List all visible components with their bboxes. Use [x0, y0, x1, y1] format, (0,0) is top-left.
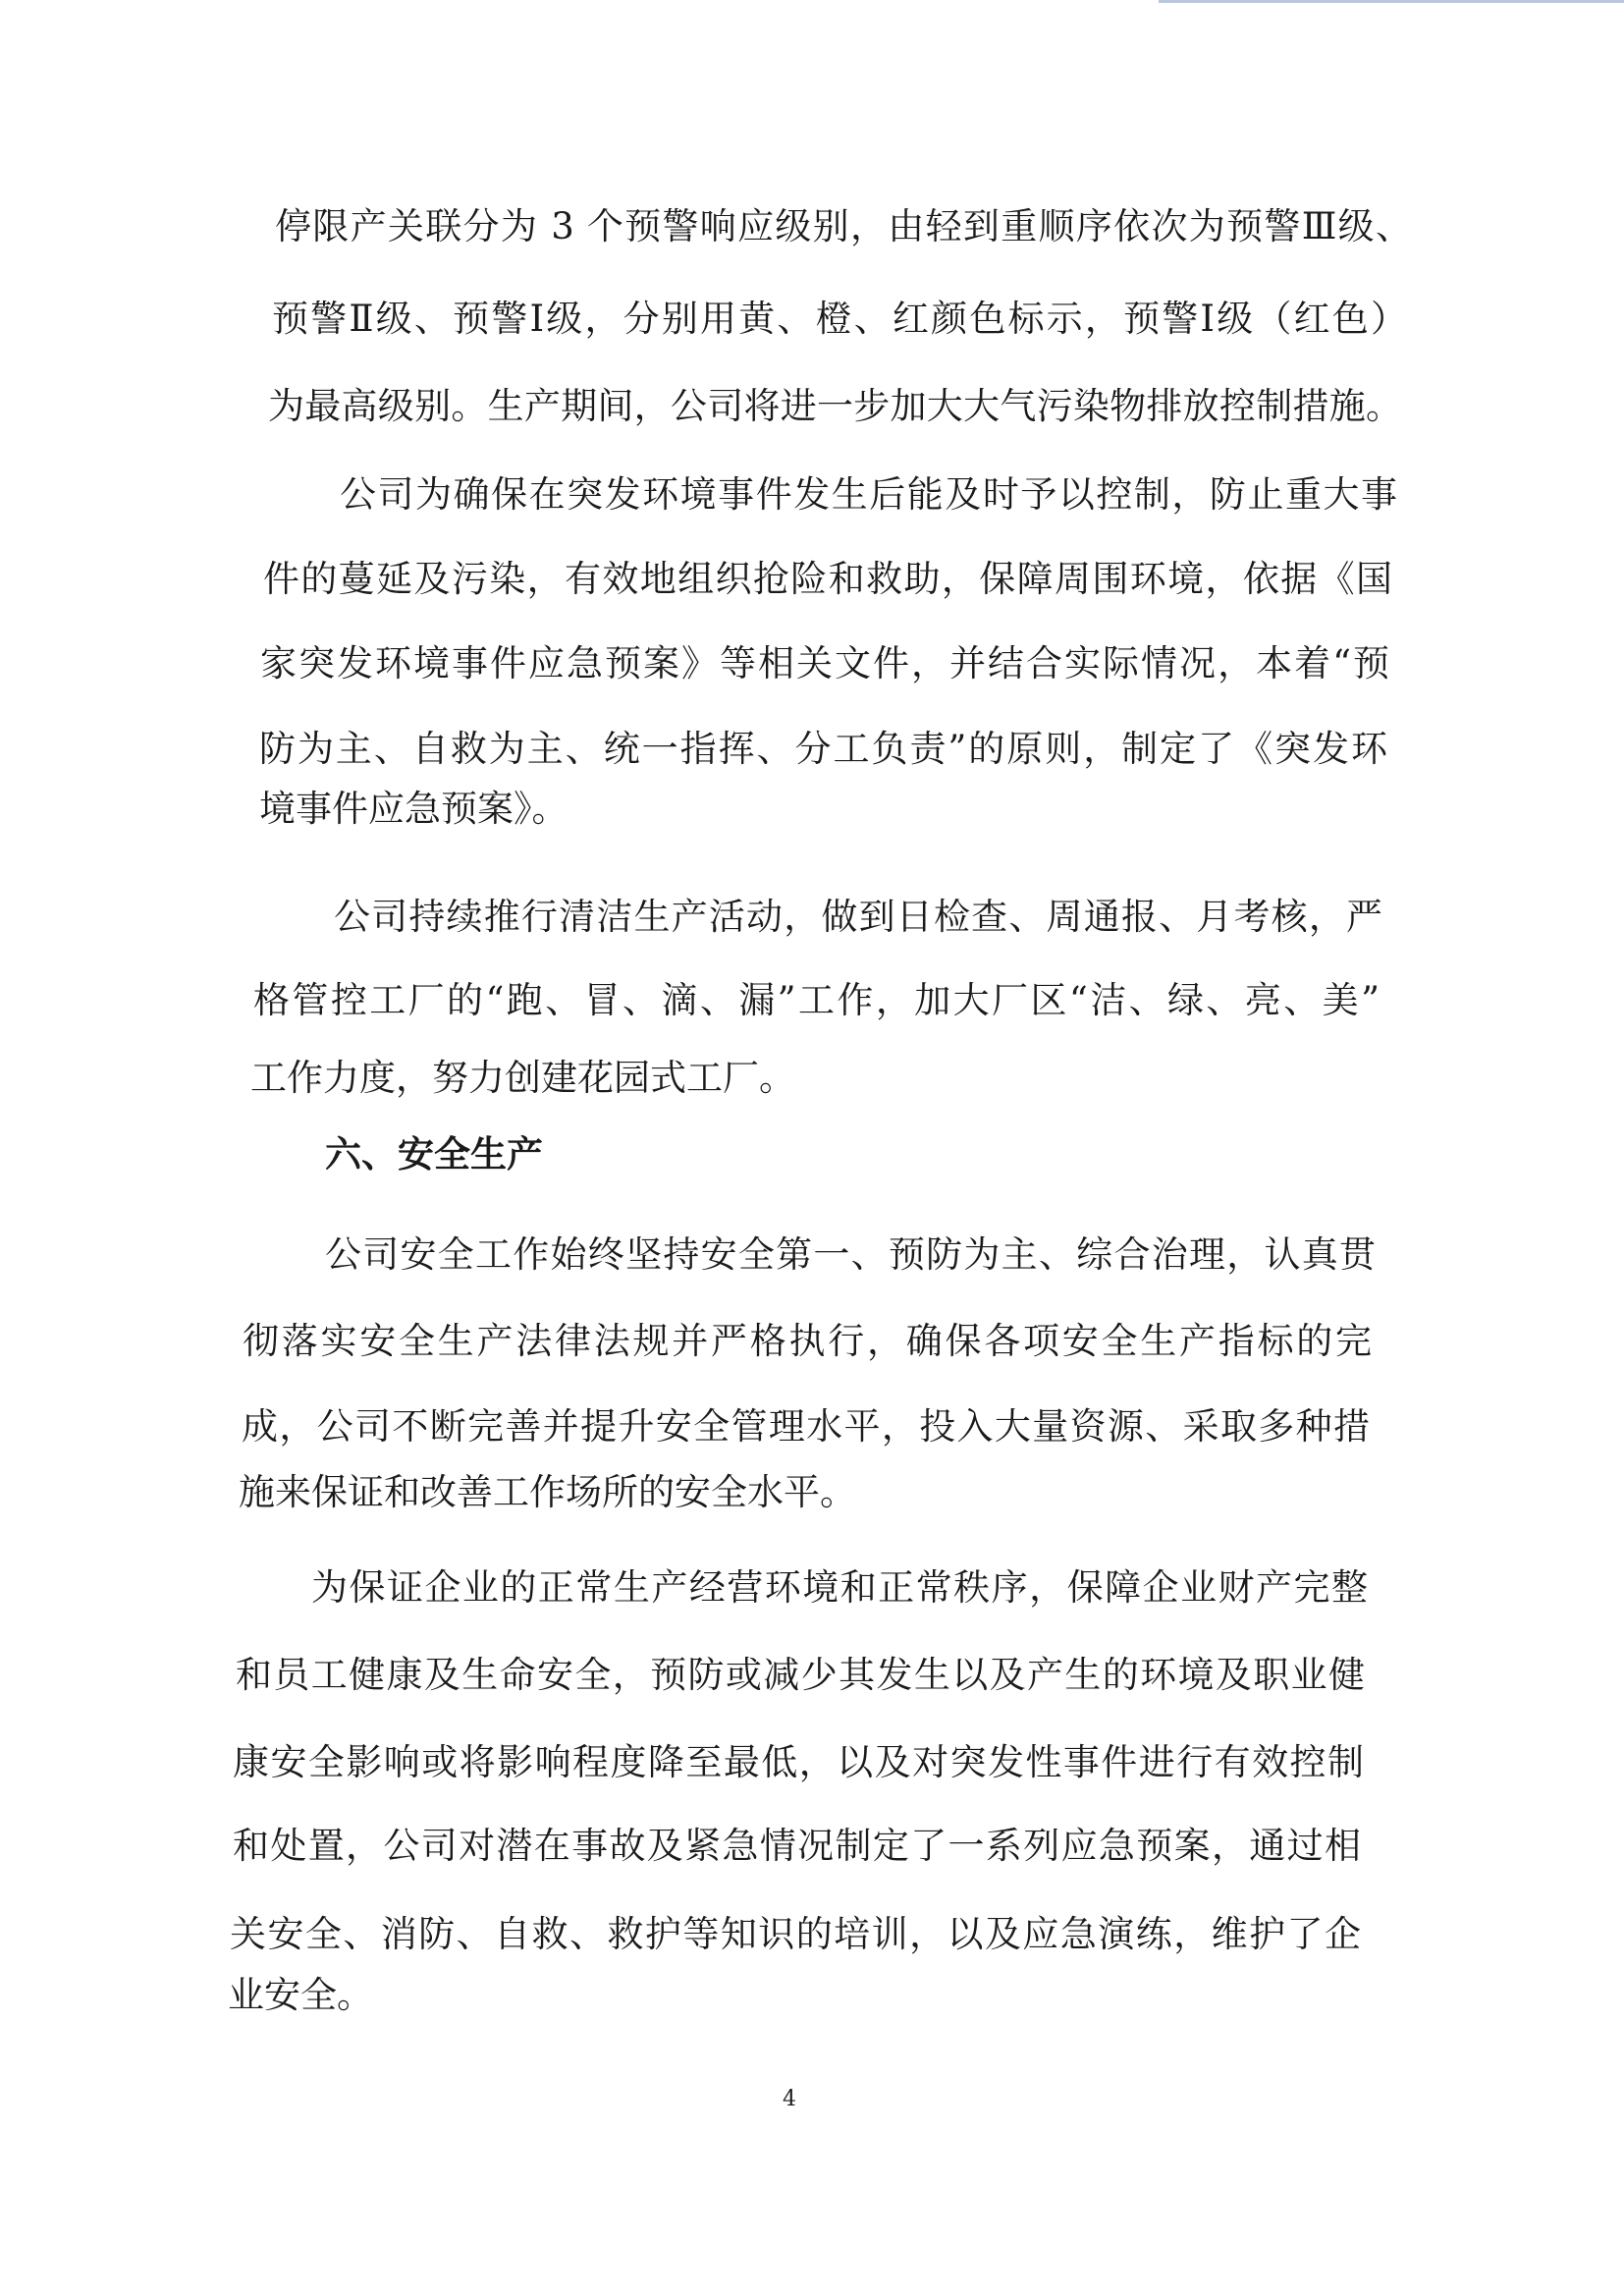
- text-line: 防为主、自救为主、统一指挥、分工负责”的原则，制定了《突发环: [259, 728, 1387, 770]
- text-line: 预警Ⅱ级、预警Ⅰ级，分别用黄、橙、红颜色标示，预警Ⅰ级（红色）: [272, 298, 1407, 340]
- page-number: 4: [783, 2087, 796, 2111]
- text-line: 件的蔓延及污染，有效地组织抢险和救助，保障周围环境，依据《国: [263, 558, 1392, 600]
- section-heading: 六、安全生产: [325, 1133, 543, 1175]
- text-line: 业安全。: [228, 1974, 373, 2016]
- text-line: 公司为确保在突发环境事件发生后能及时予以控制，防止重大事: [340, 473, 1397, 516]
- text-line: 和处置，公司对潜在事故及紧急情况制定了一系列应急预案，通过相: [233, 1825, 1361, 1867]
- text-line: 施来保证和改善工作场所的安全水平。: [239, 1471, 856, 1513]
- text-line: 工作力度，努力创建花园式工厂。: [250, 1057, 795, 1099]
- text-line: 公司安全工作始终坚持安全第一、预防为主、综合治理，认真贯: [325, 1233, 1376, 1276]
- text-line: 公司持续推行清洁生产活动，做到日检查、周通报、月考核，严: [334, 896, 1382, 938]
- text-line: 为最高级别。生产期间，公司将进一步加大大气污染物排放控制措施。: [268, 385, 1402, 427]
- text-line: 康安全影响或将影响程度降至最低，以及对突发性事件进行有效控制: [233, 1741, 1364, 1783]
- text-line: 境事件应急预案》。: [259, 788, 568, 830]
- text-line: 和员工健康及生命安全，预防或减少其发生以及产生的环境及职业健: [236, 1654, 1365, 1696]
- text-line: 关安全、消防、自救、救护等知识的培训，以及应急演练，维护了企: [230, 1913, 1361, 1955]
- text-line: 格管控工厂的“跑、冒、滴、漏”工作，加大厂区“洁、绿、亮、美”: [253, 979, 1380, 1021]
- text-line: 家突发环境事件应急预案》等相关文件，并结合实际情况，本着“预: [260, 642, 1389, 684]
- text-line: 为保证企业的正常生产经营环境和正常秩序，保障企业财产完整: [311, 1566, 1368, 1609]
- text-line: 停限产关联分为 3 个预警响应级别，由轻到重顺序依次为预警Ⅲ级、: [275, 205, 1412, 247]
- text-line: 成，公司不断完善并提升安全管理水平，投入大量资源、采取多种措: [242, 1405, 1370, 1448]
- text-line: 彻落实安全生产法律法规并严格执行，确保各项安全生产指标的完: [243, 1320, 1372, 1362]
- scan-edge-line: [1159, 0, 1624, 3]
